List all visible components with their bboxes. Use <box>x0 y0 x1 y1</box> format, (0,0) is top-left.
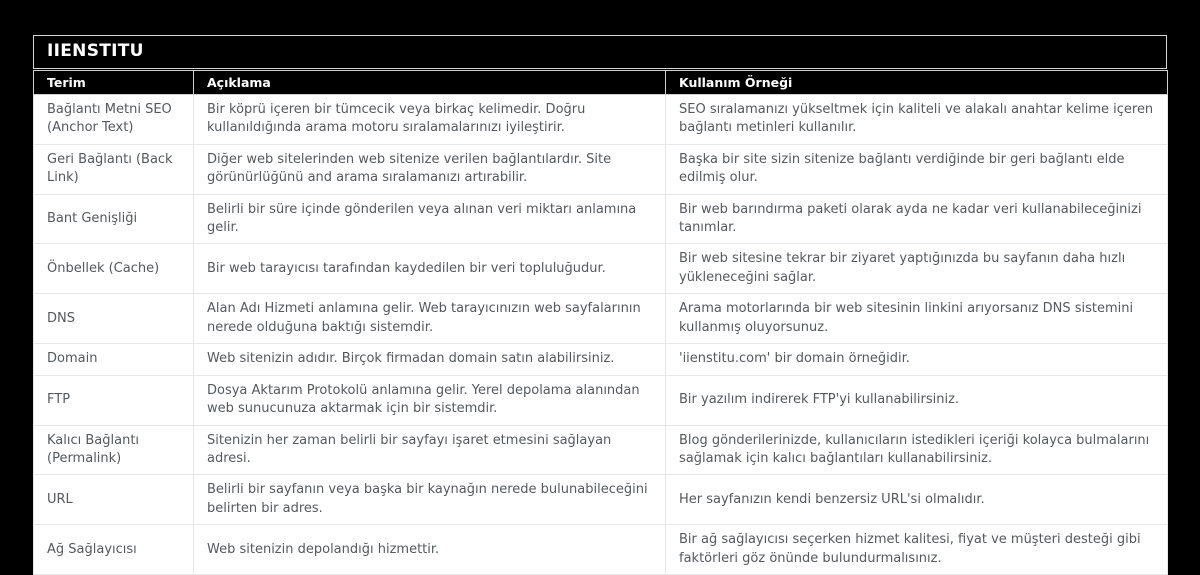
example-cell: Bir yazılım indirerek FTP'yi kullanabilirsiniz. <box>666 375 1168 425</box>
table-header <box>34 70 1168 94</box>
table-row <box>34 375 1168 425</box>
description-cell: Web sitenizin adıdır. Birçok firmadan domain satın alabilirsiniz. <box>194 344 666 375</box>
term-cell: Kalıcı Bağlantı (Permalink) <box>34 425 194 475</box>
table-row <box>34 344 1168 375</box>
example-cell: SEO sıralamanızı yükseltmek için kaliteli ve alakalı anahtar kelime içeren bağlantı metinleri kullanılır. <box>666 94 1168 144</box>
description-cell: Diğer web sitelerinden web sitenize verilen bağlantılardır. Site görünürlüğünü and arama sıralamanızı artırabilir. <box>194 144 666 194</box>
example-cell: Arama motorlarında bir web sitesinin linkini arıyorsanız DNS sistemini kullanmış oluyorsunuz. <box>666 294 1168 344</box>
table-row <box>34 294 1168 344</box>
term-cell: Geri Bağlantı (Back Link) <box>34 144 194 194</box>
description-cell: Alan Adı Hizmeti anlamına gelir. Web tarayıcınızın web sayfalarının nerede olduğuna baktığı sistemdir. <box>194 294 666 344</box>
table-row <box>34 475 1168 525</box>
example-cell: Her sayfanızın kendi benzersiz URL'si olmalıdır. <box>666 475 1168 525</box>
column-header-example: Kullanım Örneği <box>666 70 1168 94</box>
column-header-term: Terim <box>34 70 194 94</box>
description-cell: Sitenizin her zaman belirli bir sayfayı işaret etmesini sağlayan adresi. <box>194 425 666 475</box>
glossary-panel <box>33 35 1167 575</box>
term-cell: Ağ Sağlayıcısı <box>34 525 194 575</box>
table-body <box>34 94 1168 575</box>
table-row <box>34 144 1168 194</box>
table-row <box>34 194 1168 244</box>
example-cell: Bir web sitesine tekrar bir ziyaret yaptığınızda bu sayfanın daha hızlı yükleneceğini sağlar. <box>666 244 1168 294</box>
header-row <box>34 70 1168 94</box>
table-row <box>34 244 1168 294</box>
term-cell: Domain <box>34 344 194 375</box>
description-cell: Belirli bir sayfanın veya başka bir kaynağın nerede bulunabileceğini belirten bir adres. <box>194 475 666 525</box>
table-row <box>34 94 1168 144</box>
term-cell: Önbellek (Cache) <box>34 244 194 294</box>
description-cell: Web sitenizin depolandığı hizmettir. <box>194 525 666 575</box>
description-cell: Bir web tarayıcısı tarafından kaydedilen bir veri topluluğudur. <box>194 244 666 294</box>
description-cell: Belirli bir süre içinde gönderilen veya alınan veri miktarı anlamına gelir. <box>194 194 666 244</box>
term-cell: DNS <box>34 294 194 344</box>
column-header-description: Açıklama <box>194 70 666 94</box>
term-cell: URL <box>34 475 194 525</box>
example-cell: Blog gönderilerinizde, kullanıcıların istedikleri içeriği kolayca bulmalarını sağlamak için kalıcı bağlantıları kullanabilirsiniz. <box>666 425 1168 475</box>
glossary-table <box>33 70 1168 575</box>
table-row <box>34 425 1168 475</box>
brand-title: IIENSTITU <box>33 35 1167 69</box>
description-cell: Dosya Aktarım Protokolü anlamına gelir. Yerel depolama alanından web sunucunuza aktarmak için bir sistemdir. <box>194 375 666 425</box>
example-cell: Başka bir site sizin sitenize bağlantı verdiğinde bir geri bağlantı elde edilmiş olur. <box>666 144 1168 194</box>
example-cell: 'iienstitu.com' bir domain örneğidir. <box>666 344 1168 375</box>
table-row <box>34 525 1168 575</box>
example-cell: Bir ağ sağlayıcısı seçerken hizmet kalitesi, fiyat ve müşteri desteği gibi faktörleri göz önünde bulundurmalısınız. <box>666 525 1168 575</box>
example-cell: Bir web barındırma paketi olarak ayda ne kadar veri kullanabileceğinizi tanımlar. <box>666 194 1168 244</box>
term-cell: Bağlantı Metni SEO (Anchor Text) <box>34 94 194 144</box>
term-cell: FTP <box>34 375 194 425</box>
description-cell: Bir köprü içeren bir tümcecik veya birkaç kelimedir. Doğru kullanıldığında arama motoru sıralamalarınızı iyileştirir. <box>194 94 666 144</box>
term-cell: Bant Genişliği <box>34 194 194 244</box>
